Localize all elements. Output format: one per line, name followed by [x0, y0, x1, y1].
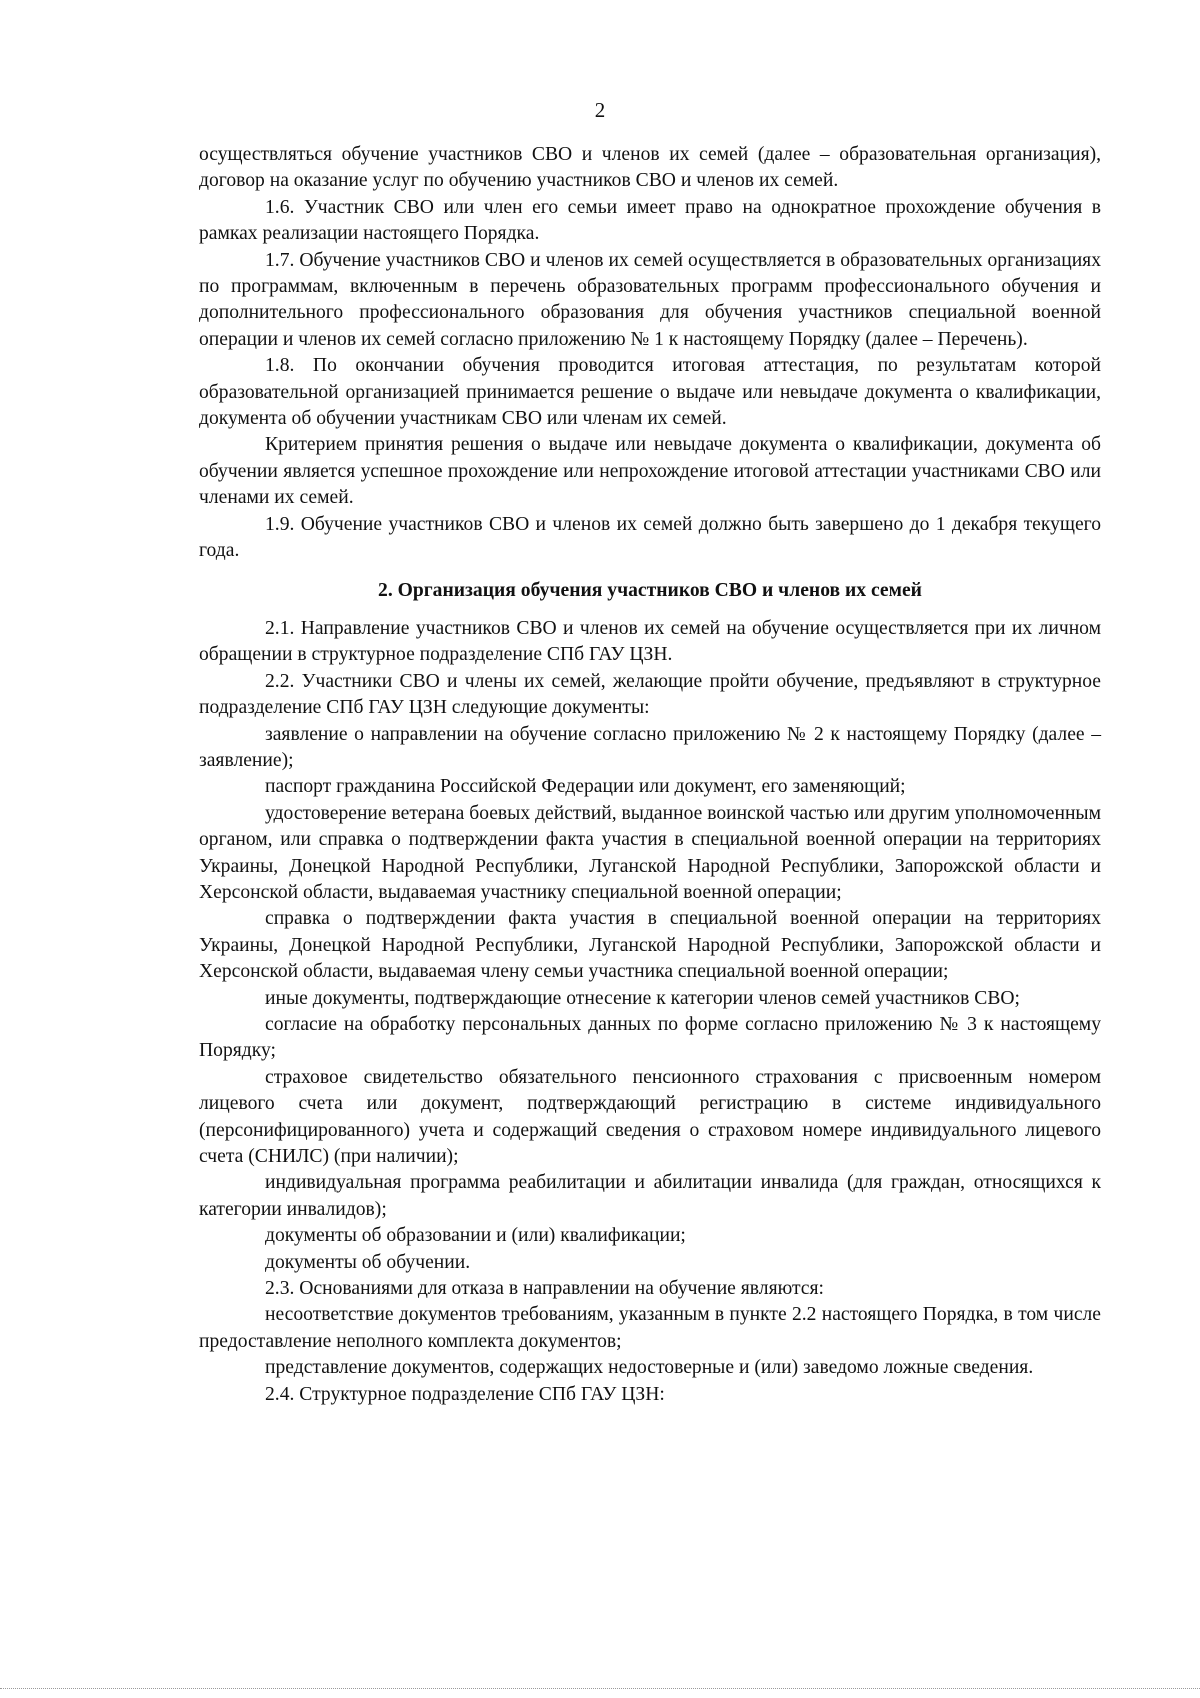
paragraph: справка о подтверждении факта участия в специальной военной операции на территориях Украины, Донецкой Народной Республики, Луганской Народной Республики, Запорожской области и Херсонской области, выдаваемая члену семьи участника специальной военной операции;	[199, 908, 1101, 983]
paragraph: осуществляться обучение участников СВО и членов их семей (далее – образовательная организация), договор на оказание услуг по обучению участников СВО и членов их семей.	[199, 144, 1101, 192]
paragraph: 2.1. Направление участников СВО и членов их семей на обучение осуществляется при их личном обращении в структурное подразделение СПб ГАУ ЦЗН.	[199, 617, 1101, 666]
paragraph: 1.6. Участник СВО или член его семьи имеет право на однократное прохождение обучения в рамках реализации настоящего Порядка.	[199, 196, 1101, 245]
paragraph: 2.3. Основаниями для отказа в направлении на обучение являются:	[265, 1278, 824, 1300]
paragraph: документы об образовании и (или) квалификации;	[265, 1225, 686, 1247]
paragraph: согласие на обработку персональных данных по форме согласно приложению № 3 к настоящему Порядку;	[199, 1014, 1101, 1062]
paragraph: Критерием принятия решения о выдаче или невыдаче документа о квалификации, документа об обучении является успешное прохождение или непрохождение итоговой аттестации участниками СВО или членами их семей.	[199, 434, 1101, 509]
document-body	[199, 142, 1101, 1408]
section-heading: 2. Организация обучения участников СВО и членов их семей	[378, 579, 922, 601]
paragraph: представление документов, содержащих недостоверные и (или) заведомо ложные сведения.	[265, 1357, 1034, 1379]
paragraph: 2.2. Участники СВО и члены их семей, желающие пройти обучение, предъявляют в структурное подразделение СПб ГАУ ЦЗН следующие документы:	[199, 670, 1101, 719]
scan-edge-line	[0, 1688, 1200, 1689]
paragraph: 1.8. По окончании обучения проводится итоговая аттестация, по результатам которой образовательной организацией принимается решение о выдаче или невыдаче документа о квалификации, документа об обучении участникам СВО или членам их семей.	[199, 355, 1101, 430]
paragraph: 1.7. Обучение участников СВО и членов их семей осуществляется в образовательных организациях по программам, включенным в перечень образовательных программ профессионального обучения и дополнительного профессионального образования для обучения участников специальной военной операции и членов их семей согласно приложению № 1 к настоящему Порядку (далее – Перечень).	[199, 249, 1101, 350]
paragraph: заявление о направлении на обучение согласно приложению № 2 к настоящему Порядку (далее – заявление);	[199, 723, 1101, 771]
paragraph: 2.4. Структурное подразделение СПб ГАУ ЦЗН:	[265, 1383, 665, 1405]
paragraph: страховое свидетельство обязательного пенсионного страхования с присвоенным номером лицевого счета или документ, подтверждающий регистрацию в системе индивидуального (персонифицированного) учета и содержащий сведения о страховом номере индивидуального лицевого счета (СНИЛС) (при наличии);	[199, 1066, 1101, 1168]
paragraph: индивидуальная программа реабилитации и абилитации инвалида (для граждан, относящихся к категории инвалидов);	[199, 1172, 1101, 1220]
paragraph: иные документы, подтверждающие отнесение к категории членов семей участников СВО;	[265, 987, 1020, 1009]
paragraph: документы об обучении.	[265, 1251, 471, 1273]
paragraph: паспорт гражданина Российской Федерации или документ, его заменяющий;	[265, 776, 906, 798]
paragraph: 1.9. Обучение участников СВО и членов их семей должно быть завершено до 1 декабря текущего года.	[199, 513, 1101, 562]
page-number: 2	[594, 98, 606, 122]
paragraph: удостоверение ветерана боевых действий, выданное воинской частью или другим уполномоченным органом, или справка о подтверждении факта участия в специальной военной операции на территориях Украины, Донецкой Народной Республики, Луганской Народной Республики, Запорожской области и Херсонской области, выдаваемая участнику специальной военной операции;	[199, 802, 1101, 903]
paragraph: несоответствие документов требованиям, указанным в пункте 2.2 настоящего Порядка, в том числе предоставление неполного комплекта документов;	[199, 1304, 1101, 1352]
